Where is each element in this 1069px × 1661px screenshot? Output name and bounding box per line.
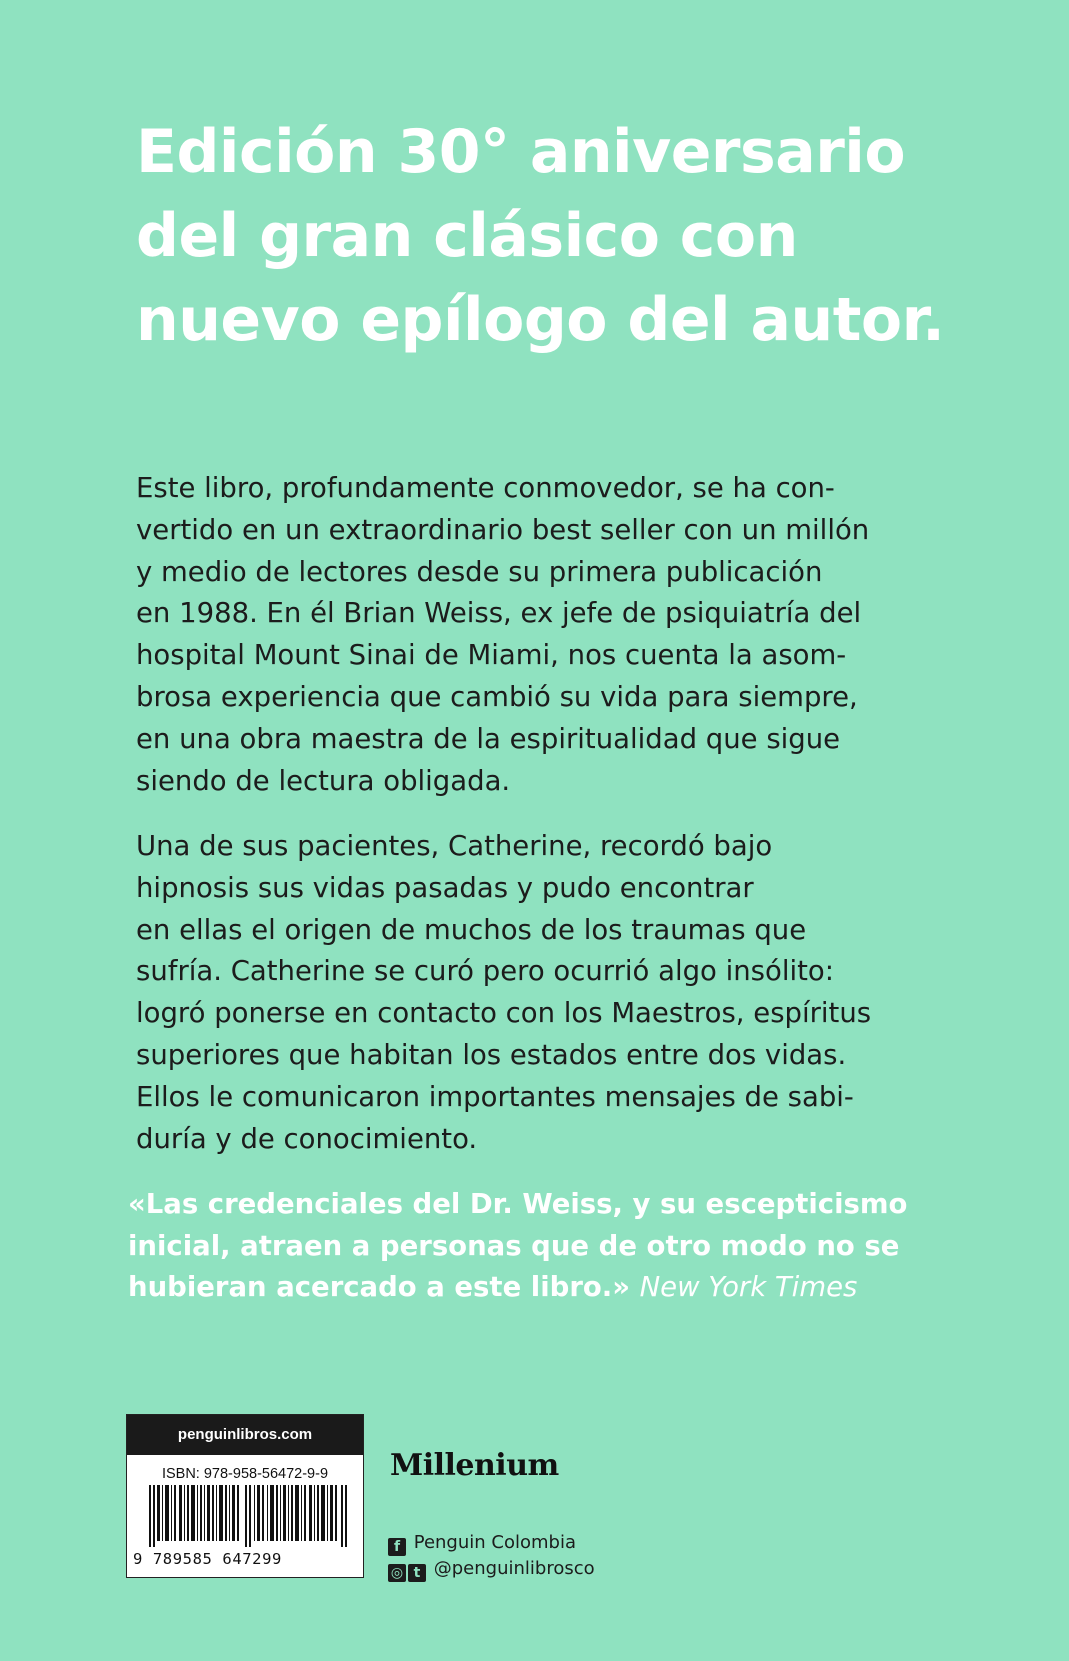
headline-line: Edición 30° aniversario xyxy=(136,117,906,187)
headline-line: del gran clásico con xyxy=(136,201,798,271)
paragraph-line: brosa experiencia que cambió su vida para siempre, xyxy=(136,680,858,713)
quote-line: inicial, atraen a personas que de otro modo no se xyxy=(128,1229,900,1262)
quote-line-last xyxy=(128,1267,1008,1309)
paragraph-line: sufría. Catherine se curó pero ocurrió algo insólito: xyxy=(136,955,834,988)
headline xyxy=(136,110,1036,362)
instagram-twitter-handle xyxy=(388,1558,595,1582)
barcode xyxy=(149,1485,349,1547)
paragraph-line: en 1988. En él Brian Weiss, ex jefe de psiquiatría del xyxy=(136,597,862,630)
paragraph-line: Este libro, profundamente conmovedor, se ha con- xyxy=(136,472,835,504)
headline-line: nuevo epílogo del autor. xyxy=(136,285,945,355)
publisher-website: penguinlibros.com xyxy=(127,1415,363,1455)
imprint-logo: Millenium xyxy=(390,1448,559,1483)
paragraph-line: Ellos le comunicaron importantes mensajes de sabi- xyxy=(136,1080,854,1113)
isbn-barcode-box xyxy=(126,1414,364,1578)
instagram-icon: ◎ xyxy=(388,1564,406,1582)
barcode-digits: 9 789585 647299 xyxy=(133,1550,282,1568)
quote-line: «Las credenciales del Dr. Weiss, y su escepticismo xyxy=(128,1188,908,1220)
description-paragraph-1 xyxy=(136,468,956,802)
paragraph-line: logró ponerse en contacto con los Maestros, espíritus xyxy=(136,997,872,1030)
facebook-handle xyxy=(388,1532,576,1556)
paragraph-line: superiores que habitan los estados entre dos vidas. xyxy=(136,1038,847,1071)
paragraph-line: vertido en un extraordinario best seller con un millón xyxy=(136,513,870,546)
paragraph-line: siendo de lectura obligada. xyxy=(136,764,511,797)
paragraph-line: hospital Mount Sinai de Miami, nos cuenta la asom- xyxy=(136,639,847,672)
instagram-twitter-label: @penguinlibrosco xyxy=(433,1558,595,1579)
quote-source: New York Times xyxy=(639,1271,858,1303)
paragraph-line: en una obra maestra de la espiritualidad que sigue xyxy=(136,722,841,755)
facebook-icon: f xyxy=(388,1538,406,1556)
twitter-icon: t xyxy=(408,1564,426,1582)
press-quote xyxy=(128,1184,1008,1309)
facebook-label: Penguin Colombia xyxy=(413,1532,576,1553)
paragraph-line: en ellas el origen de muchos de los traumas que xyxy=(136,913,807,946)
paragraph-line: duría y de conocimiento. xyxy=(136,1122,478,1155)
isbn-number: ISBN: 978-958-56472-9-9 xyxy=(161,1466,329,1482)
description-paragraph-2 xyxy=(136,826,956,1160)
paragraph-line: y medio de lectores desde su primera publicación xyxy=(136,555,823,588)
paragraph-line: hipnosis sus vidas pasadas y pudo encontrar xyxy=(136,871,754,904)
quote-text: hubieran acercado a este libro.» xyxy=(128,1271,630,1303)
paragraph-line: Una de sus pacientes, Catherine, recordó bajo xyxy=(136,830,773,862)
